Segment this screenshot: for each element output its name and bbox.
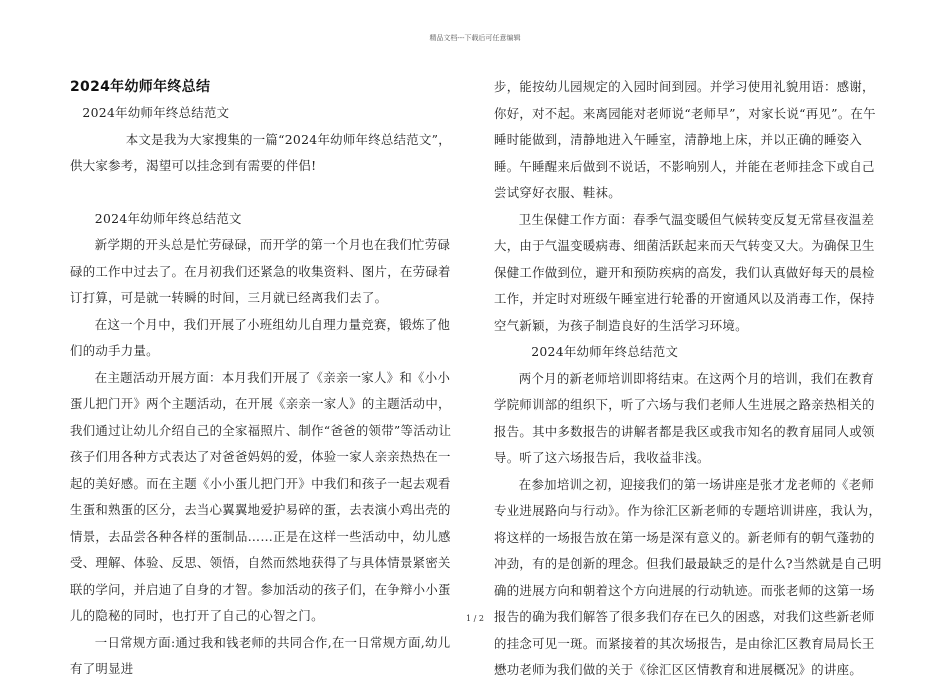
right-column: [494, 74, 882, 684]
page-header-note: 精品文档---下载后可任意编辑: [429, 34, 521, 42]
paragraph: 两个月的新老师培训即将结束。在这两个月的培训，我们在教育学院师训部的组织下，听了六场与我们老师人生进展之路亲热相关的报告。其中多数报告的讲解者都是我区或我市知名的教育届同人或领导。听了这六场报告后，我收益非浅。: [494, 370, 875, 465]
page-number: 1 / 2: [466, 614, 484, 623]
paragraph: 在主题活动开展方面：本月我们开展了《亲亲一家人》和《小小蛋儿把门开》两个主题活动，在开展《亲亲一家人》的主题活动中，我们通过让幼儿介绍自己的全家福照片、制作“爸爸的领带”等活动让孩子们用各种方式表达了对爸爸妈妈的爱，体验一家人亲亲热热在一起的美好感。而在主题《小小蛋儿把门开》中我们和孩子一起去观看生蛋和熟蛋的区分，去当心翼翼地爱护易碎的蛋，去表演小鸡出壳的情景，去品尝各种各样的蛋制品……正是在这样一些活动中，幼儿感受、理解、体验、反思、领悟，自然而然地获得了与具体情景紧密关联的学问，并启迪了自身的才智。参加活动的孩子们，在争辩小小蛋儿的隐秘的同时，也打开了自己的心智之门。: [70, 369, 452, 623]
section-title: 2024年幼师年终总结范文: [94, 210, 242, 226]
paragraph: 一日常规方面:通过我和钱老师的共同合作,在一日常规方面,幼儿有了明显进: [70, 634, 451, 676]
spacer: [70, 180, 458, 206]
paragraph: 在这一个月中，我们开展了小班组幼儿自理力量竞赛，锻炼了他们的动手力量。: [70, 316, 451, 358]
intro-paragraph: 本文是我为大家搜集的一篇“2024年幼师年终总结范文”，供大家参考，渴望可以挂念到有需要的伴侣!: [70, 131, 451, 173]
paragraph: 在参加培训之初，迎接我们的第一场讲座是张才龙老师的《老师专业进展路向与行动》。作为徐汇区新老师的专题培训讲座，我认为，将这样的一场报告放在第一场是深有意义的。新老师有的朝气蓬勃的冲劲，有的是创新的理念。但我们最最缺乏的是什么?当然就是自己明确的进展方向和朝着这个方向进展的行动轨迹。而张老师的这第一场报告的确为我们解答了很多我们存在已久的困惑，对我们这些新老师的挂念可见一斑。而紧接着的其次场报告，是由徐汇区教育局局长王懋功老师为我们做的关于《徐汇区区情教育和进展概况》的讲座。: [494, 476, 882, 677]
subtitle: 2024年幼师年终总结范文: [82, 105, 230, 120]
section-title: 2024年幼师年终总结范文: [531, 344, 679, 359]
paragraph: 新学期的开头总是忙劳碌碌，而开学的第一个月也在我们忙劳碌碌的工作中过去了。在月初我们还紧急的收集资料、图片，在劳碌着订打算，可是就一转瞬的时间，三月就已经离我们去了。: [70, 237, 451, 305]
paragraph: 步，能按幼儿园规定的入园时间到园。并学习使用礼貌用语：感谢，你好，对不起。来离园能对老师说“老师早”，对家长说“再见”。在午睡时能做到，清静地进入午睡室，清静地上床，并以正确的睡姿入睡。午睡醒来后做到不说话，不影响别人，并能在老师挂念下或自己尝试穿好衣服、鞋袜。: [494, 79, 876, 200]
paragraph: 卫生保健工作方面：春季气温变暖但气候转变反复无常昼夜温差大，由于气温变暖病毒、细菌活跃起来而天气转变又大。为确保卫生保健工作做到位，避开和预防疾病的高发，我们认真做好每天的晨检工作，并定时对班级午睡室进行轮番的开窗通风以及消毒工作，保持空气新颖，为孩子制造良好的生活学习环境。: [494, 211, 875, 333]
left-column: [70, 74, 458, 683]
document-title: 2024年幼师年终总结: [70, 79, 211, 95]
